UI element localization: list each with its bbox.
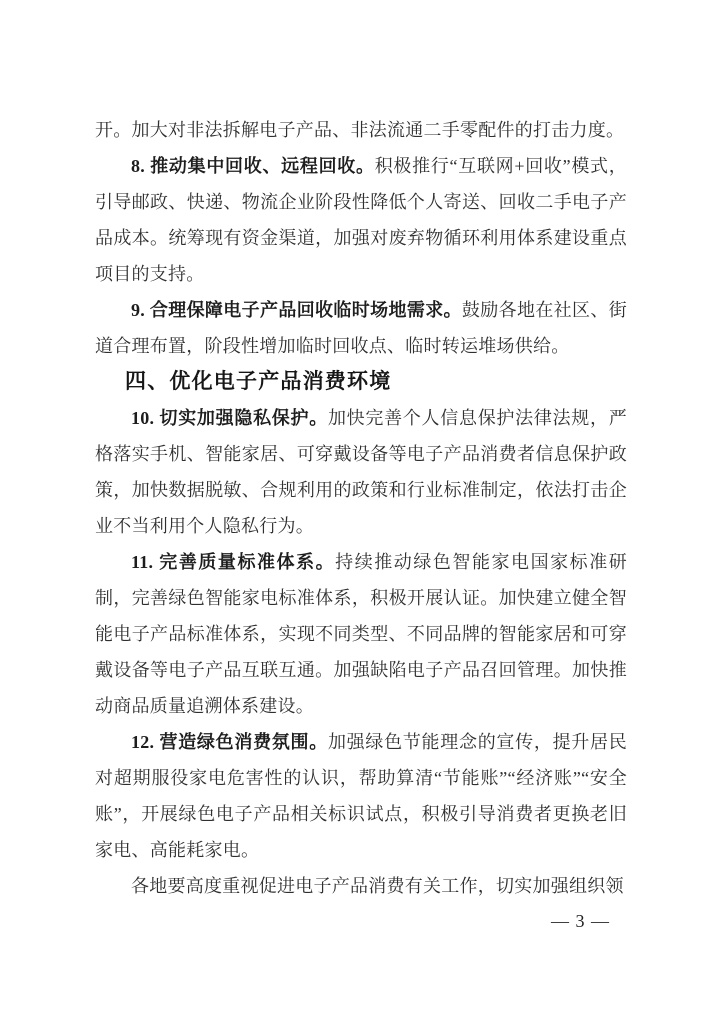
paragraph: 8. 推动集中回收、远程回收。积极推行“互联网+回收”模式，引导邮政、快递、物流企业阶段性降低个人寄送、回收二手电子产品成本。统筹现有资金渠道，加强对废弃物循环利用体系建设重点项目的支持。: [95, 156, 627, 284]
paragraph-lead: 9. 合理保障电子产品回收临时场地需求。: [131, 300, 462, 320]
paragraph-lead: 11. 完善质量标准体系。: [131, 552, 336, 572]
paragraph: 12. 营造绿色消费氛围。加强绿色节能理念的宣传，提升居民对超期服役家电危害性的认识，帮助算清“节能账”“经济账”“安全账”，开展绿色电子产品相关标识试点，积极引导消费者更换老旧家电、高能耗家电。: [95, 732, 628, 860]
paragraph: 9. 合理保障电子产品回收临时场地需求。鼓励各地在社区、街道合理布置，阶段性增加临时回收点、临时转运堆场供给。: [95, 300, 628, 356]
paragraph-lead: 8. 推动集中回收、远程回收。: [131, 156, 375, 176]
section-heading: 四、优化电子产品消费环境: [125, 370, 392, 393]
paragraph-lead: 10. 切实加强隐私保护。: [131, 408, 328, 428]
paragraph: 各地要高度重视促进电子产品消费有关工作，切实加强组织领: [131, 876, 624, 896]
document-body: [95, 112, 627, 904]
paragraph-lead: 12. 营造绿色消费氛围。: [131, 732, 328, 752]
paragraph: 开。加大对非法拆解电子产品、非法流通二手零配件的打击力度。: [95, 120, 625, 140]
page-number: — 3 —: [551, 911, 610, 931]
paragraph: 11. 完善质量标准体系。持续推动绿色智能家电国家标准研制，完善绿色智能家电标准体系，积极开展认证。加快建立健全智能电子产品标准体系，实现不同类型、不同品牌的智能家居和可穿戴设备等电子产品互联互通。加强缺陷电子产品召回管理。加快推动商品质量追溯体系建设。: [95, 552, 627, 716]
paragraph: 10. 切实加强隐私保护。加快完善个人信息保护法律法规，严格落实手机、智能家居、可穿戴设备等电子产品消费者信息保护政策，加快数据脱敏、合规利用的政策和行业标准制定，依法打击企业不当利用个人隐私行为。: [95, 408, 628, 536]
